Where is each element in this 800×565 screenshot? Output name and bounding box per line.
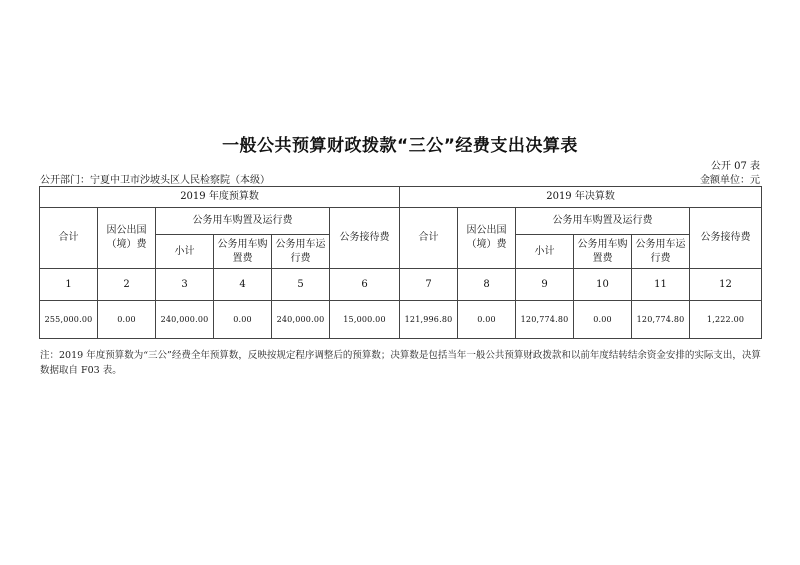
final-vehicle-running-header: 公务用车运行费 — [632, 235, 690, 269]
index-cell: 8 — [458, 269, 516, 301]
page-title: 一般公共预算财政拨款“三公”经费支出决算表 — [222, 136, 578, 156]
index-cell: 4 — [214, 269, 272, 301]
value-cell: 0.00 — [574, 301, 632, 339]
index-cell: 3 — [156, 269, 214, 301]
form-number: 公开 07 表 — [710, 161, 760, 172]
header-row-1 — [40, 208, 762, 235]
value-cell: 0.00 — [214, 301, 272, 339]
index-cell: 10 — [574, 269, 632, 301]
index-cell: 6 — [330, 269, 400, 301]
final-group-header: 2019 年决算数 — [400, 187, 762, 208]
value-cell: 120,774.80 — [632, 301, 690, 339]
index-cell: 7 — [400, 269, 458, 301]
budget-reception-header: 公务接待费 — [330, 208, 400, 269]
value-cell: 0.00 — [98, 301, 156, 339]
final-subtotal-header: 小计 — [516, 235, 574, 269]
budget-vehicle-purchase-header: 公务用车购置费 — [214, 235, 272, 269]
index-cell: 2 — [98, 269, 156, 301]
index-cell: 11 — [632, 269, 690, 301]
index-cell: 1 — [40, 269, 98, 301]
budget-vehicle-running-header: 公务用车运行费 — [272, 235, 330, 269]
value-cell: 240,000.00 — [156, 301, 214, 339]
department-label: 公开部门：宁夏中卫市沙坡头区人民检察院（本级） — [40, 175, 270, 186]
budget-total-header: 合计 — [40, 208, 98, 269]
budget-group-header: 2019 年度预算数 — [40, 187, 400, 208]
index-row — [40, 269, 762, 301]
value-row — [40, 301, 762, 339]
value-cell: 1,222.00 — [690, 301, 762, 339]
header-row-groups — [40, 187, 762, 208]
final-abroad-header: 因公出国（境）费 — [458, 208, 516, 269]
final-reception-header: 公务接待费 — [690, 208, 762, 269]
budget-vehicle-group-header: 公务用车购置及运行费 — [156, 208, 330, 235]
value-cell: 255,000.00 — [40, 301, 98, 339]
value-cell: 121,996.80 — [400, 301, 458, 339]
index-cell: 9 — [516, 269, 574, 301]
final-vehicle-group-header: 公务用车购置及运行费 — [516, 208, 690, 235]
final-vehicle-purchase-header: 公务用车购置费 — [574, 235, 632, 269]
value-cell: 15,000.00 — [330, 301, 400, 339]
index-cell: 5 — [272, 269, 330, 301]
value-cell: 120,774.80 — [516, 301, 574, 339]
final-total-header: 合计 — [400, 208, 458, 269]
expenditure-table — [39, 186, 762, 339]
value-cell: 240,000.00 — [272, 301, 330, 339]
value-cell: 0.00 — [458, 301, 516, 339]
footnote: 注：2019 年度预算数为“三公”经费全年预算数，反映按规定程序调整后的预算数；决算数是包括当年一般公共预算财政拨款和以前年度结转结余资金安排的实际支出，决算数据取自 F03 表。 — [40, 350, 761, 376]
amount-unit-label: 金额单位：元 — [700, 175, 760, 186]
index-cell: 12 — [690, 269, 762, 301]
budget-subtotal-header: 小计 — [156, 235, 214, 269]
budget-abroad-header: 因公出国（境）费 — [98, 208, 156, 269]
